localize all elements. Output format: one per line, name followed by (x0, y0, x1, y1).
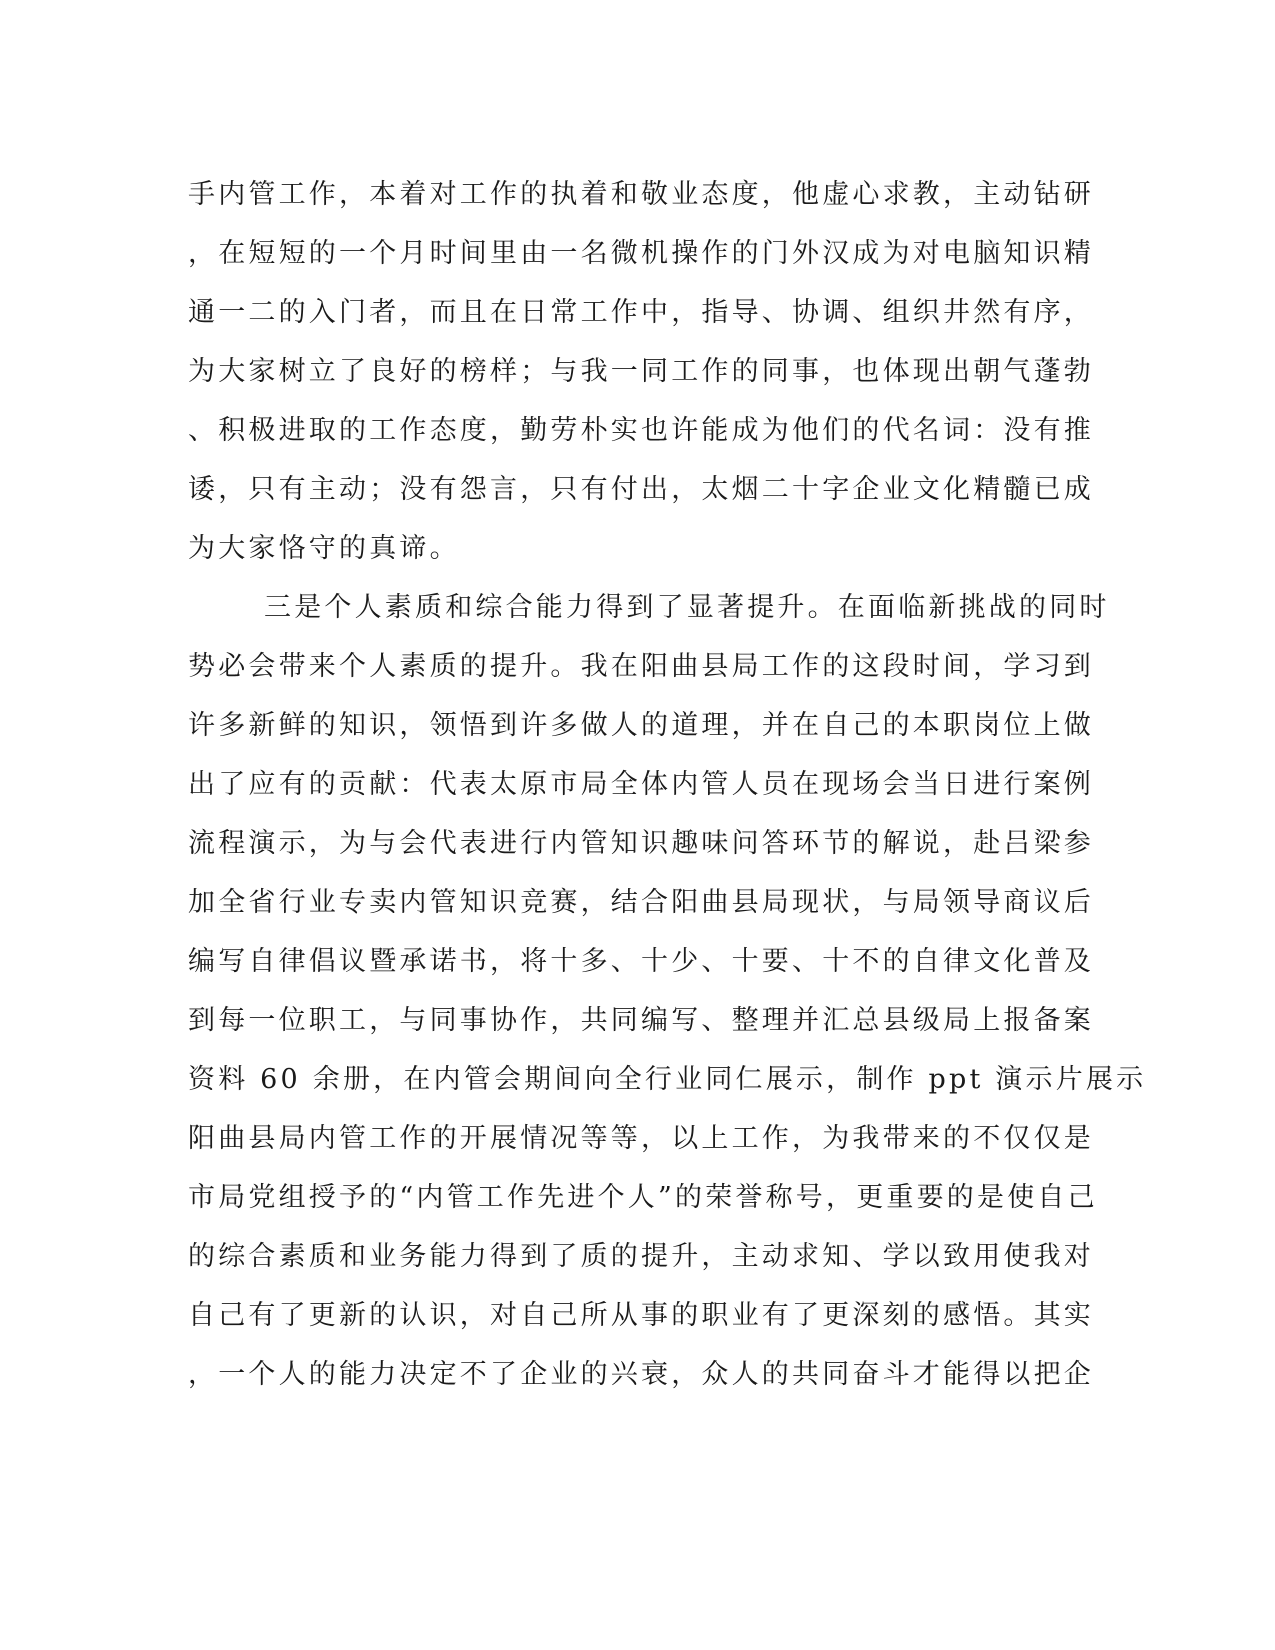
text-line: 市局党组授予的“内管工作先进个人”的荣誉称号，更重要的是使自己 (188, 1182, 1098, 1213)
text-line: 的综合素质和业务能力得到了质的提升，主动求知、学以致用使我对 (188, 1241, 1094, 1272)
text-line: 为大家恪守的真谛。 (188, 533, 460, 564)
text-line: 诿，只有主动；没有怨言，只有付出，太烟二十字企业文化精髓已成 (188, 474, 1094, 505)
text-line: 手内管工作，本着对工作的执着和敬业态度，他虚心求教，主动钻研 (188, 179, 1094, 210)
text-line: 到每一位职工，与同事协作，共同编写、整理并汇总县级局上报备案 (188, 1005, 1094, 1036)
text-line: 许多新鲜的知识，领悟到许多做人的道理，并在自己的本职岗位上做 (188, 710, 1094, 741)
text-line: 流程演示，为与会代表进行内管知识趣味问答环节的解说，赴吕梁参 (188, 828, 1094, 859)
text-line: 出了应有的贡献：代表太原市局全体内管人员在现场会当日进行案例 (188, 769, 1094, 800)
text-line: 资料 60 余册，在内管会期间向全行业同仁展示，制作 ppt 演示片展示 (188, 1064, 1147, 1095)
paragraph-start-line: 三是个人素质和综合能力得到了显著提升。在面临新挑战的同时 (264, 592, 1110, 623)
text-line: 势必会带来个人素质的提升。我在阳曲县局工作的这段时间，学习到 (188, 651, 1094, 682)
text-line: 加全省行业专卖内管知识竞赛，结合阳曲县局现状，与局领导商议后 (188, 887, 1094, 918)
text-line: ，在短短的一个月时间里由一名微机操作的门外汉成为对电脑知识精 (188, 238, 1094, 269)
text-line: ，一个人的能力决定不了企业的兴衰，众人的共同奋斗才能得以把企 (188, 1359, 1094, 1390)
text-line: 自己有了更新的认识，对自己所从事的职业有了更深刻的感悟。其实 (188, 1300, 1094, 1331)
body-text (188, 165, 1147, 1404)
text-line: 编写自律倡议暨承诺书，将十多、十少、十要、十不的自律文化普及 (188, 946, 1094, 977)
text-line: 阳曲县局内管工作的开展情况等等，以上工作，为我带来的不仅仅是 (188, 1123, 1094, 1154)
text-line: 为大家树立了良好的榜样；与我一同工作的同事，也体现出朝气蓬勃 (188, 356, 1094, 387)
text-line: 通一二的入门者，而且在日常工作中，指导、协调、组织井然有序， (188, 297, 1094, 328)
text-line: 、积极进取的工作态度，勤劳朴实也许能成为他们的代名词：没有推 (188, 415, 1094, 446)
